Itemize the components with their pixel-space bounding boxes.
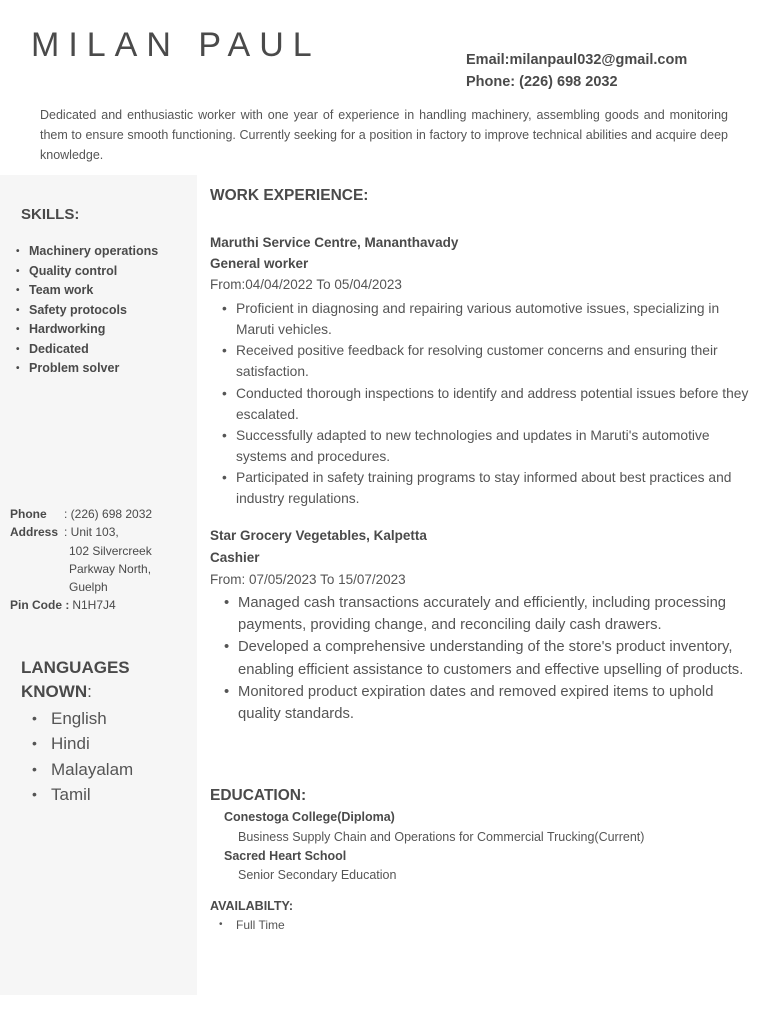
education-course: Business Supply Chain and Operations for Commercial Trucking(Current) <box>238 830 645 844</box>
duty-item: • Conducted thorough inspections to identify and address potential issues before they escalated. <box>236 383 760 425</box>
address-line: : Unit 103, <box>64 525 119 540</box>
phone-row <box>10 505 174 523</box>
job-role: Cashier <box>210 550 260 565</box>
language-item: • English <box>51 706 133 731</box>
job-employer: Star Grocery Vegetables, Kalpetta <box>210 528 427 543</box>
duty-item: • Developed a comprehensive understanding of the store's product inventory, enabling efficient assistance to customers and effective upselling of products. <box>238 636 758 680</box>
header-contact <box>466 49 687 93</box>
duty-item: • Managed cash transactions accurately and efficiently, including processing payments, providing change, and reconciling daily cash drawers. <box>238 592 758 636</box>
availability-list <box>236 916 285 934</box>
address-value <box>64 523 174 596</box>
address-line: 102 Silvercreek <box>69 543 152 558</box>
work-experience-heading: WORK EXPERIENCE: <box>210 187 369 204</box>
languages-heading-text: LANGUAGES KNOWN <box>21 658 130 701</box>
job-duties <box>238 592 758 725</box>
languages-list <box>51 706 133 807</box>
languages-heading <box>21 656 191 704</box>
language-item: • Tamil <box>51 782 133 807</box>
career-summary: Dedicated and enthusiastic worker with one year of experience in handling machinery, assembling goods and monitoring them to ensure smooth functioning. Currently seeking for a position in factory to improve technical abilities and acquire deep knowledge. <box>40 108 728 162</box>
header-email: Email:milanpaul032@gmail.com <box>466 52 688 68</box>
availability-heading: AVAILABILTY: <box>210 899 294 913</box>
job-period: From: 07/05/2023 To 15/07/2023 <box>210 572 406 587</box>
header-phone: Phone: (226) 698 2032 <box>466 74 618 90</box>
address-label: Address <box>10 525 59 540</box>
availability-item: • Full Time <box>236 916 285 934</box>
skill-item: • Team work <box>29 281 158 301</box>
language-item: • Malayalam <box>51 757 133 782</box>
duty-item: • Monitored product expiration dates and removed expired items to uphold quality standards. <box>238 681 758 725</box>
skill-item: • Safety protocols <box>29 301 158 321</box>
skill-item: • Quality control <box>29 262 158 282</box>
job-employer: Maruthi Service Centre, Mananthavady <box>210 235 459 250</box>
duty-item: • Successfully adapted to new technologies and updates in Maruti's automotive systems and procedures. <box>236 425 760 467</box>
language-item: • Hindi <box>51 731 133 756</box>
personal-info <box>10 505 174 615</box>
pincode-row <box>10 596 174 614</box>
skill-item: • Hardworking <box>29 320 158 340</box>
duty-item: • Received positive feedback for resolving customer concerns and ensuring their satisfaction. <box>236 340 760 382</box>
job-role: General worker <box>210 256 309 271</box>
skills-heading: SKILLS: <box>21 206 80 223</box>
skills-list <box>29 242 158 379</box>
address-row <box>10 523 174 596</box>
job-period: From:04/04/2022 To 05/04/2023 <box>210 277 402 292</box>
education-school: Conestoga College(Diploma) <box>224 810 395 824</box>
duty-item: • Participated in safety training programs to stay informed about best practices and industry regulations. <box>236 467 760 509</box>
pincode-value: N1H7J4 <box>72 598 116 613</box>
phone-value: : (226) 698 2032 <box>64 507 153 521</box>
phone-label: Phone <box>10 507 47 521</box>
skill-item: • Problem solver <box>29 359 158 379</box>
education-school: Sacred Heart School <box>224 849 347 863</box>
skill-item: • Dedicated <box>29 340 158 360</box>
candidate-name: MILAN PAUL <box>31 26 321 64</box>
address-line: Parkway North, <box>69 561 152 576</box>
pincode-label: Pin Code : <box>10 598 70 613</box>
skill-item: • Machinery operations <box>29 242 158 262</box>
education-course: Senior Secondary Education <box>238 868 397 882</box>
duty-item: • Proficient in diagnosing and repairing various automotive issues, specializing in Maruti vehicles. <box>236 298 760 340</box>
languages-heading-colon: : <box>87 682 92 701</box>
education-heading: EDUCATION: <box>210 787 307 804</box>
address-line: Guelph <box>69 580 108 595</box>
job-duties <box>236 298 760 509</box>
